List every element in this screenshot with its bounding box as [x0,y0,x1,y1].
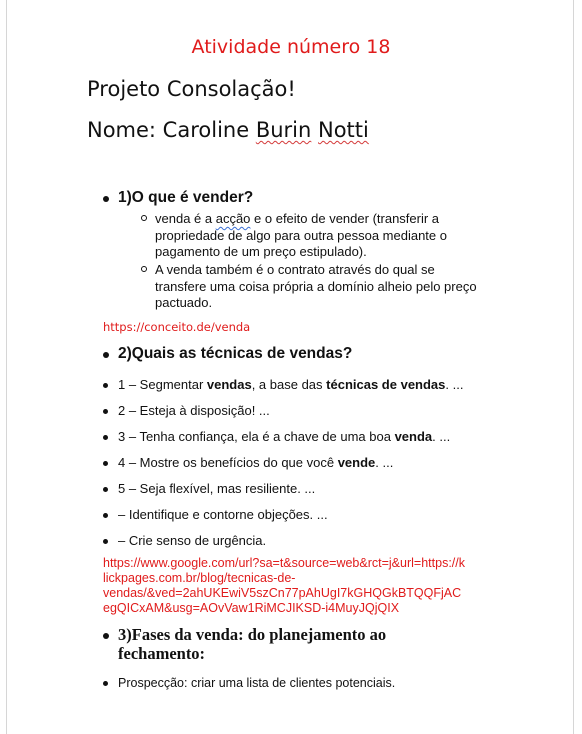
bullet-icon [103,461,108,466]
circle-bullet-icon [141,266,147,272]
bullet-icon [103,539,108,544]
bullet-icon [103,633,109,639]
page-title: Atividade número 18 [191,36,391,58]
name-label: Nome: Caroline [87,118,256,142]
q2-source-link[interactable]: https://www.google.com/url?sa=t&source=web&rct=j&url=https://k lickpages.com.br/blog/tecnicas-de- vendas/&ved=2ahUKEwiV5szCn77pAhUgI7kGHQGkBTQQFjAC egQICxAM&usg=AOvVaw1RiMCJIKSD-i4MuyJQjQIX [103,556,465,615]
bullet-icon [103,383,108,388]
page [6,0,574,734]
bullet-icon [103,352,109,358]
bullet-icon [103,409,108,414]
name-burin: Burin [255,118,312,142]
bullet-icon [103,513,108,518]
name-notti: Notti [318,118,369,142]
circle-bullet-icon [141,215,147,221]
bullet-icon [103,487,108,492]
q1-source-link[interactable]: https://conceito.de/venda [103,320,251,334]
project-line: Projeto Consolação! [87,77,296,101]
bullet-icon [103,435,108,440]
bullet-icon [103,196,109,202]
bullet-icon [103,681,108,686]
name-line [87,118,369,142]
